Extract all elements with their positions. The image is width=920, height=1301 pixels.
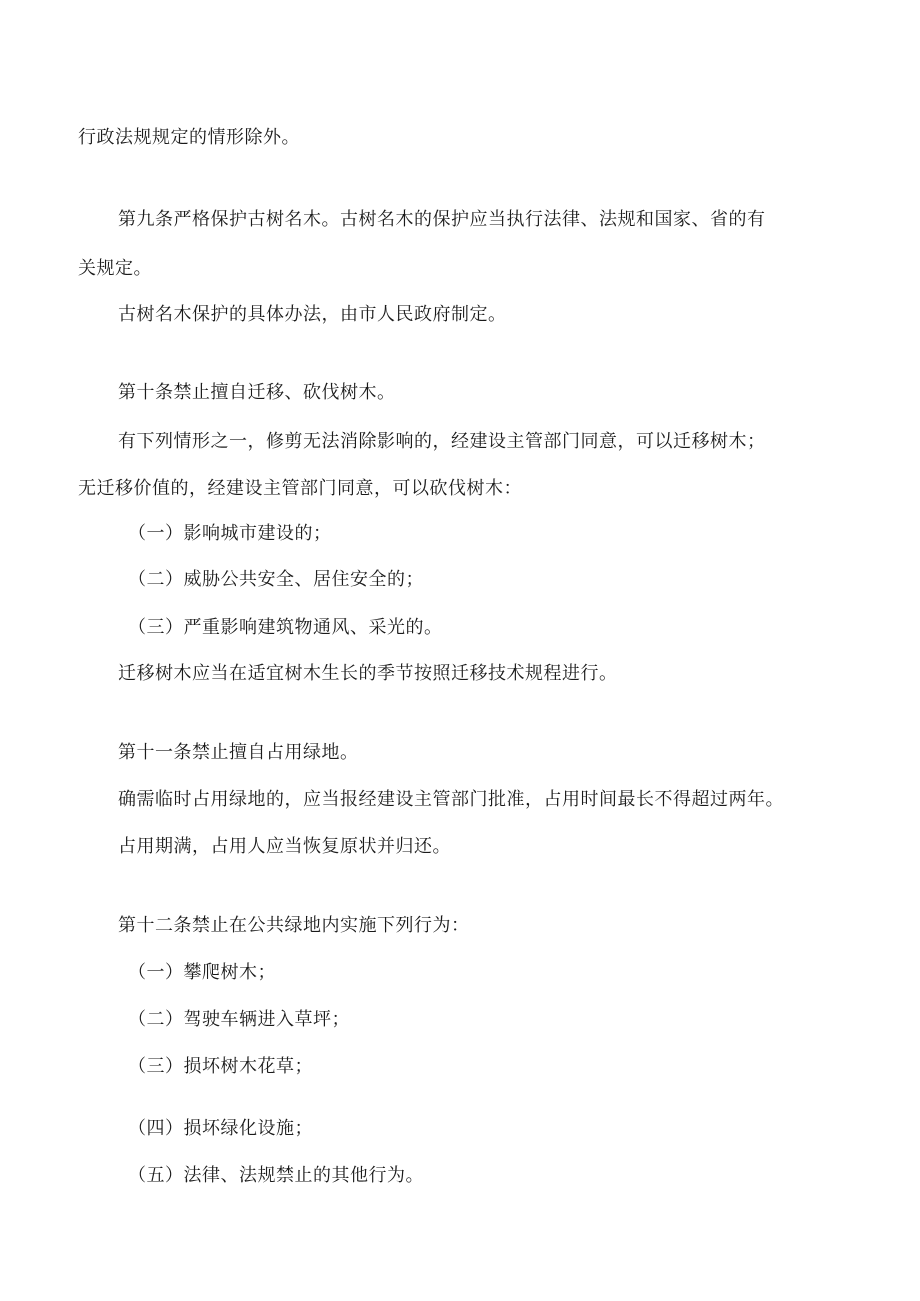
text-line: 关规定。 xyxy=(78,258,152,279)
list-item: （四）损坏绿化设施； xyxy=(128,1118,313,1139)
text-line: 行政法规规定的情形除外。 xyxy=(78,127,300,148)
list-item: （三）严重影响建筑物通风、采光的。 xyxy=(128,617,443,638)
text-line: 确需临时占用绿地的，应当报经建设主管部门批准，占用时间最长不得超过两年。 xyxy=(118,789,784,810)
list-item: （三）损坏树木花草； xyxy=(128,1056,313,1077)
article-9-heading: 第九条严格保护古树名木。古树名木的保护应当执行法律、法规和国家、省的有 xyxy=(118,209,766,230)
text-line: 有下列情形之一，修剪无法消除影响的，经建设主管部门同意，可以迁移树木； xyxy=(118,431,766,452)
list-item: （二）威胁公共安全、居住安全的； xyxy=(128,569,424,590)
article-12-heading: 第十二条禁止在公共绿地内实施下列行为： xyxy=(118,915,470,936)
list-item: （五）法律、法规禁止的其他行为。 xyxy=(128,1165,424,1186)
text-line: 无迁移价值的，经建设主管部门同意，可以砍伐树木： xyxy=(78,478,522,499)
article-11-heading: 第十一条禁止擅自占用绿地。 xyxy=(118,742,359,763)
text-line: 古树名木保护的具体办法，由市人民政府制定。 xyxy=(118,304,507,325)
text-line: 迁移树木应当在适宜树木生长的季节按照迁移技术规程进行。 xyxy=(118,663,618,684)
list-item: （一）攀爬树木； xyxy=(128,962,276,983)
text-line: 占用期满，占用人应当恢复原状并归还。 xyxy=(118,836,451,857)
list-item: （二）驾驶车辆进入草坪； xyxy=(128,1009,350,1030)
list-item: （一）影响城市建设的； xyxy=(128,523,332,544)
article-10-heading: 第十条禁止擅自迁移、砍伐树木。 xyxy=(118,382,396,403)
